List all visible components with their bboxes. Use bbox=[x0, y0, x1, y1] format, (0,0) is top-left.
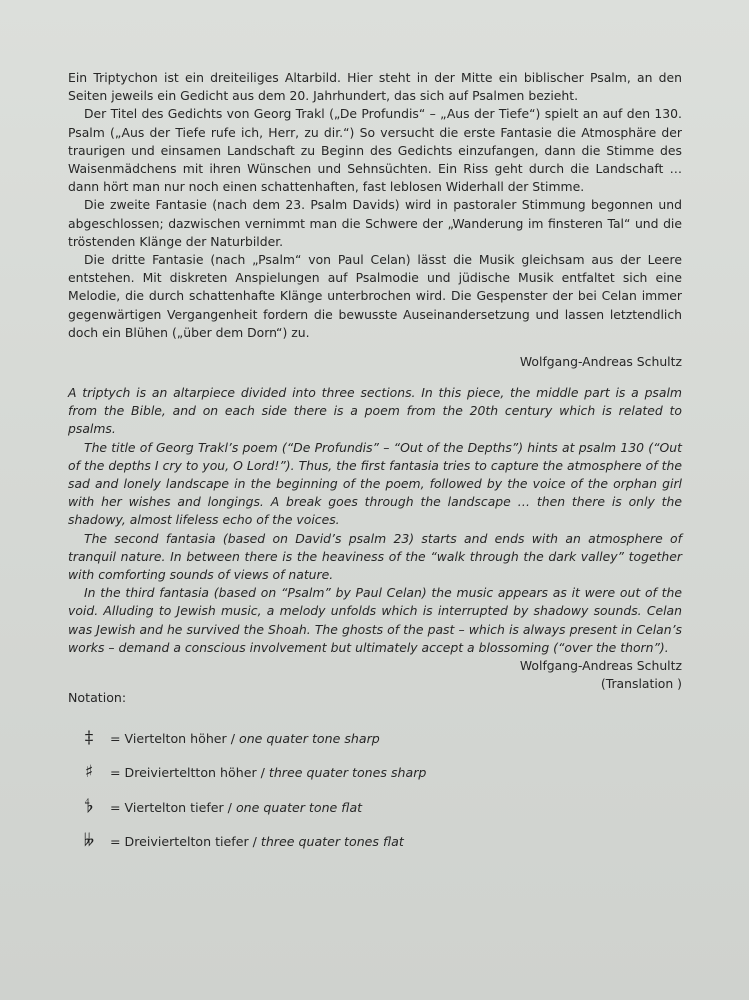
notation-description bbox=[110, 834, 404, 849]
notation-german: = Dreiviertelton tiefer / bbox=[110, 834, 261, 850]
notation-item bbox=[68, 721, 568, 756]
notation-description bbox=[110, 731, 380, 746]
notation-german: = Dreivierteltton höher / bbox=[110, 765, 269, 781]
quarter-tone-flat-icon: 𝄳 bbox=[84, 796, 94, 817]
quarter-tone-sharp-icon: ‡ bbox=[84, 727, 94, 748]
english-paragraph-1: A triptych is an altarpiece divided into three sections. In this piece, the middle part is a psalm from the Bible, and on each side there is a poem from the 20th century which is related to psalms. bbox=[68, 385, 682, 437]
three-quarter-tone-sharp-icon: ♯ bbox=[84, 762, 94, 783]
notation-description bbox=[110, 765, 426, 780]
notation-english: one quater tone flat bbox=[235, 799, 363, 815]
english-author-signature: Wolfgang-Andreas Schultz bbox=[519, 658, 682, 674]
notation-german: = Viertelton tiefer / bbox=[110, 799, 236, 815]
notation-title: Notation: bbox=[68, 690, 127, 705]
german-paragraph-4: Die dritte Fantasie (nach „Psalm“ von Paul Celan) lässt die Musik gleichsam aus der Leere entstehen. Mit diskreten Anspielungen auf Psalmodie und jüdische Musik entfaltet sich eine Melodie, die durch schattenhafte Klänge unterbrochen wird. Die Gespenster der bei Celan immer gegenwärtigen Vergangenheit fordern die bewusste Auseinandersetzung und lassen letztendlich doch ein Blühen („über dem Dorn“) zu. bbox=[68, 252, 682, 340]
german-author-signature: Wolfgang-Andreas Schultz bbox=[519, 354, 682, 370]
notation-english: one quater tone sharp bbox=[238, 730, 380, 746]
german-paragraph-1: Ein Triptychon ist ein dreiteiliges Altarbild. Hier steht in der Mitte ein biblischer Psalm, an den Seiten jeweils ein Gedicht aus dem 20. Jahrhundert, das sich auf Psalmen bezieht. bbox=[68, 70, 682, 104]
english-paragraph-4: In the third fantasia (based on “Psalm” by Paul Celan) the music appears as it were out of the void. Alluding to Jewish music, a melody unfolds which is interrupted by shadowy sounds. Celan was Jewish and he survived the Shoah. The ghosts of the past – which is always present in Celan’s works – demand a conscious involvement but ultimately accept a blossoming (“over the thorn”). bbox=[68, 585, 682, 655]
notation-german: = Viertelton höher / bbox=[110, 730, 239, 746]
notation-item bbox=[68, 825, 568, 860]
translation-note: (Translation ) bbox=[600, 676, 682, 692]
german-paragraph-2: Der Titel des Gedichts von Georg Trakl („De Profundis“ – „Aus der Tiefe“) spielt an auf den 130. Psalm („Aus der Tiefe rufe ich, Herr, zu dir.“) So versucht die erste Fantasie die Atmosphäre der traurigen und einsamen Landschaft zu Beginn des Gedichts einzufangen, dann die Stimme des Waisenmädchens mit ihren Wünschen und Sehnsüchten. Ein Riss geht durch die Landschaft … dann hört man nur noch einen schattenhaften, fast leblosen Widerhall der Stimme. bbox=[68, 106, 682, 195]
notation-item bbox=[68, 790, 568, 825]
notation-english: three quater tones flat bbox=[260, 834, 404, 850]
notation-item bbox=[68, 756, 568, 791]
english-paragraph-3: The second fantasia (based on David’s psalm 23) starts and ends with an atmosphere of tranquil nature. In between there is the heaviness of the “walk through the dark valley” together with comforting sounds of views of nature. bbox=[68, 530, 682, 583]
notation-english: three quater tones sharp bbox=[268, 765, 427, 781]
english-text-section bbox=[68, 384, 682, 693]
notation-legend bbox=[68, 690, 568, 859]
notation-description bbox=[110, 800, 362, 815]
german-paragraph-3: Die zweite Fantasie (nach dem 23. Psalm Davids) wird in pastoraler Stimmung begonnen und abgeschlossen; dazwischen vernimmt man die Schwere der „Wanderung im finsteren Tal“ und die tröstenden Klänge der Naturbilder. bbox=[68, 197, 682, 249]
german-text-section bbox=[68, 69, 682, 371]
three-quarter-tone-flat-icon: 𝄫 bbox=[83, 831, 95, 852]
english-paragraph-2: The title of Georg Trakl’s poem (“De Profundis” – “Out of the Depths”) hints at psalm 130 (“Out of the depths I cry to you, O Lord!”). Thus, the first fantasia tries to capture the atmosphere of the sad and lonely landscape in the beginning of the poem, followed by the voice of the orphan girl with her wishes and longings. A break goes through the landscape … then there is only the shadowy, almost lifeless echo of the voices. bbox=[68, 439, 682, 528]
